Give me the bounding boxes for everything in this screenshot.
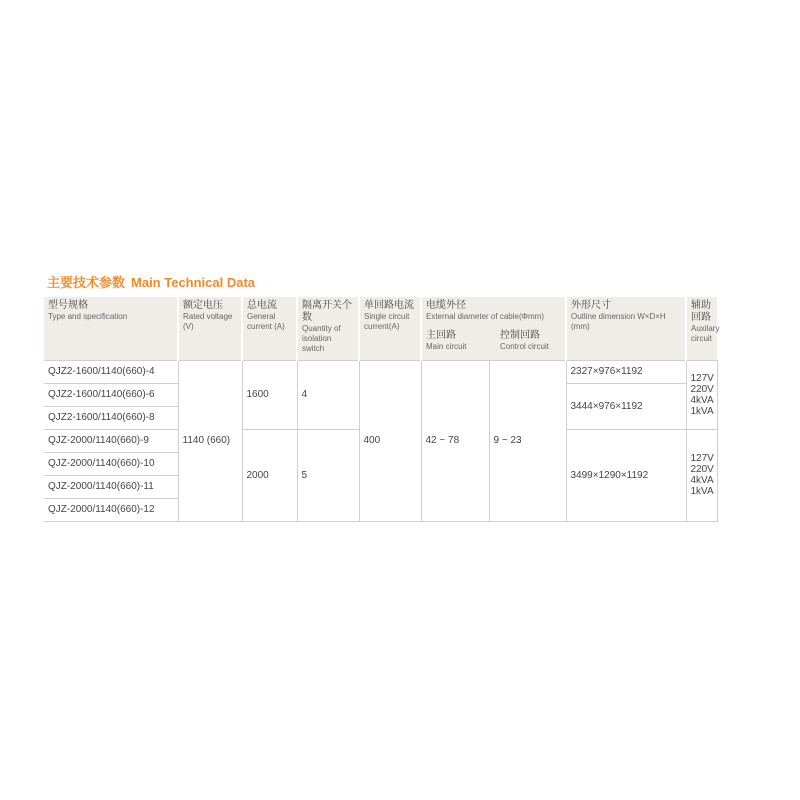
main-circuit-cell: 42 ~ 78	[421, 360, 489, 521]
switch-cell-group2: 5	[297, 429, 359, 521]
title-cn: 主要技术参数	[47, 275, 126, 290]
aux-cell-group1: 127V 220V 4kVA 1kVA	[686, 360, 717, 429]
model-cell: QJZ2-1600/1140(660)-4	[44, 360, 178, 383]
control-circuit-cell: 9 ~ 23	[489, 360, 566, 521]
header-single-current: 单回路电流 Single circuit current(A)	[359, 297, 421, 360]
header-switch: 隔离开关个数 Quantity of isolation switch	[297, 297, 359, 360]
outline-cell-b: 3444×976×1192	[566, 383, 686, 429]
model-cell: QJZ-2000/1140(660)-12	[44, 498, 178, 521]
header-cable: 电缆外径 External diameter of cable(Φmm) 主回路 Main circuit 控制回路 Control circuit	[421, 297, 566, 360]
title-en: Main Technical Data	[131, 275, 256, 290]
section-title	[47, 272, 255, 291]
model-cell: QJZ-2000/1140(660)-10	[44, 452, 178, 475]
header-type: 型号规格 Type and specification	[44, 297, 178, 360]
model-cell: QJZ2-1600/1140(660)-6	[44, 383, 178, 406]
current-cell-group1: 1600	[242, 360, 297, 429]
header-current: 总电流 General current (A)	[242, 297, 297, 360]
voltage-cell: 1140 (660)	[178, 360, 242, 521]
current-cell-group2: 2000	[242, 429, 297, 521]
switch-cell-group1: 4	[297, 360, 359, 429]
model-cell: QJZ-2000/1140(660)-11	[44, 475, 178, 498]
table-row	[44, 360, 717, 383]
header-outline: 外形尺寸 Outline dimension W×D×H (mm)	[566, 297, 686, 360]
model-cell: QJZ2-1600/1140(660)-8	[44, 406, 178, 429]
model-cell: QJZ-2000/1140(660)-9	[44, 429, 178, 452]
header-aux: 辅助回路 Auxilary circuit	[686, 297, 717, 360]
outline-cell-a: 2327×976×1192	[566, 360, 686, 383]
aux-cell-group2: 127V 220V 4kVA 1kVA	[686, 429, 717, 521]
single-current-cell: 400	[359, 360, 421, 521]
header-voltage: 额定电压 Rated voltage (V)	[178, 297, 242, 360]
outline-cell-c: 3499×1290×1192	[566, 429, 686, 521]
header-row	[44, 297, 717, 360]
technical-data-table	[44, 297, 718, 522]
